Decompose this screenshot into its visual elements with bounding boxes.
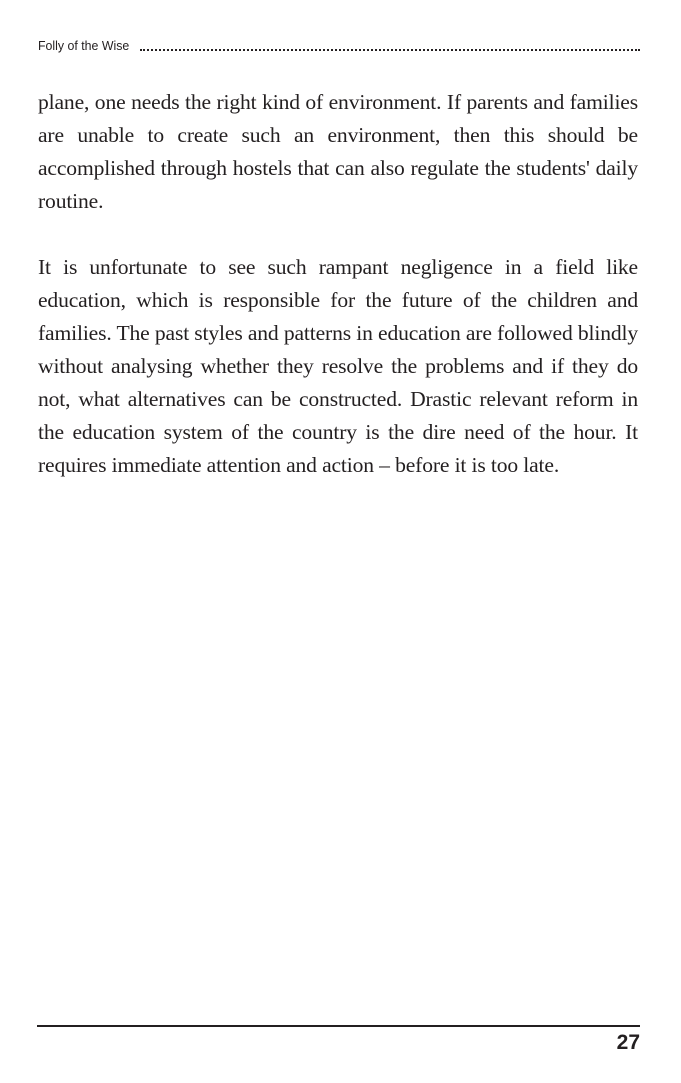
footer-rule (37, 1025, 640, 1027)
running-title: Folly of the Wise (38, 38, 130, 53)
page-number: 27 (616, 1031, 640, 1054)
dotted-leader-line (140, 49, 640, 51)
paragraph: plane, one needs the right kind of environment. If parents and families are unable to create such an environment, then this should be accomplished through hostels that can also regulate the students' daily routine. (38, 90, 638, 213)
running-header (38, 37, 640, 53)
paragraph: It is unfortunate to see such rampant negligence in a field like education, which is responsible for the future of the children and families. The past styles and patterns in education are followed blindly without analysing whether they resolve the problems and if they do not, what alternatives can be constructed. Drastic relevant reform in the education system of the country is the dire need of the hour. It requires immediate attention and action – before it is too late. (38, 255, 638, 477)
body-text (38, 86, 638, 482)
